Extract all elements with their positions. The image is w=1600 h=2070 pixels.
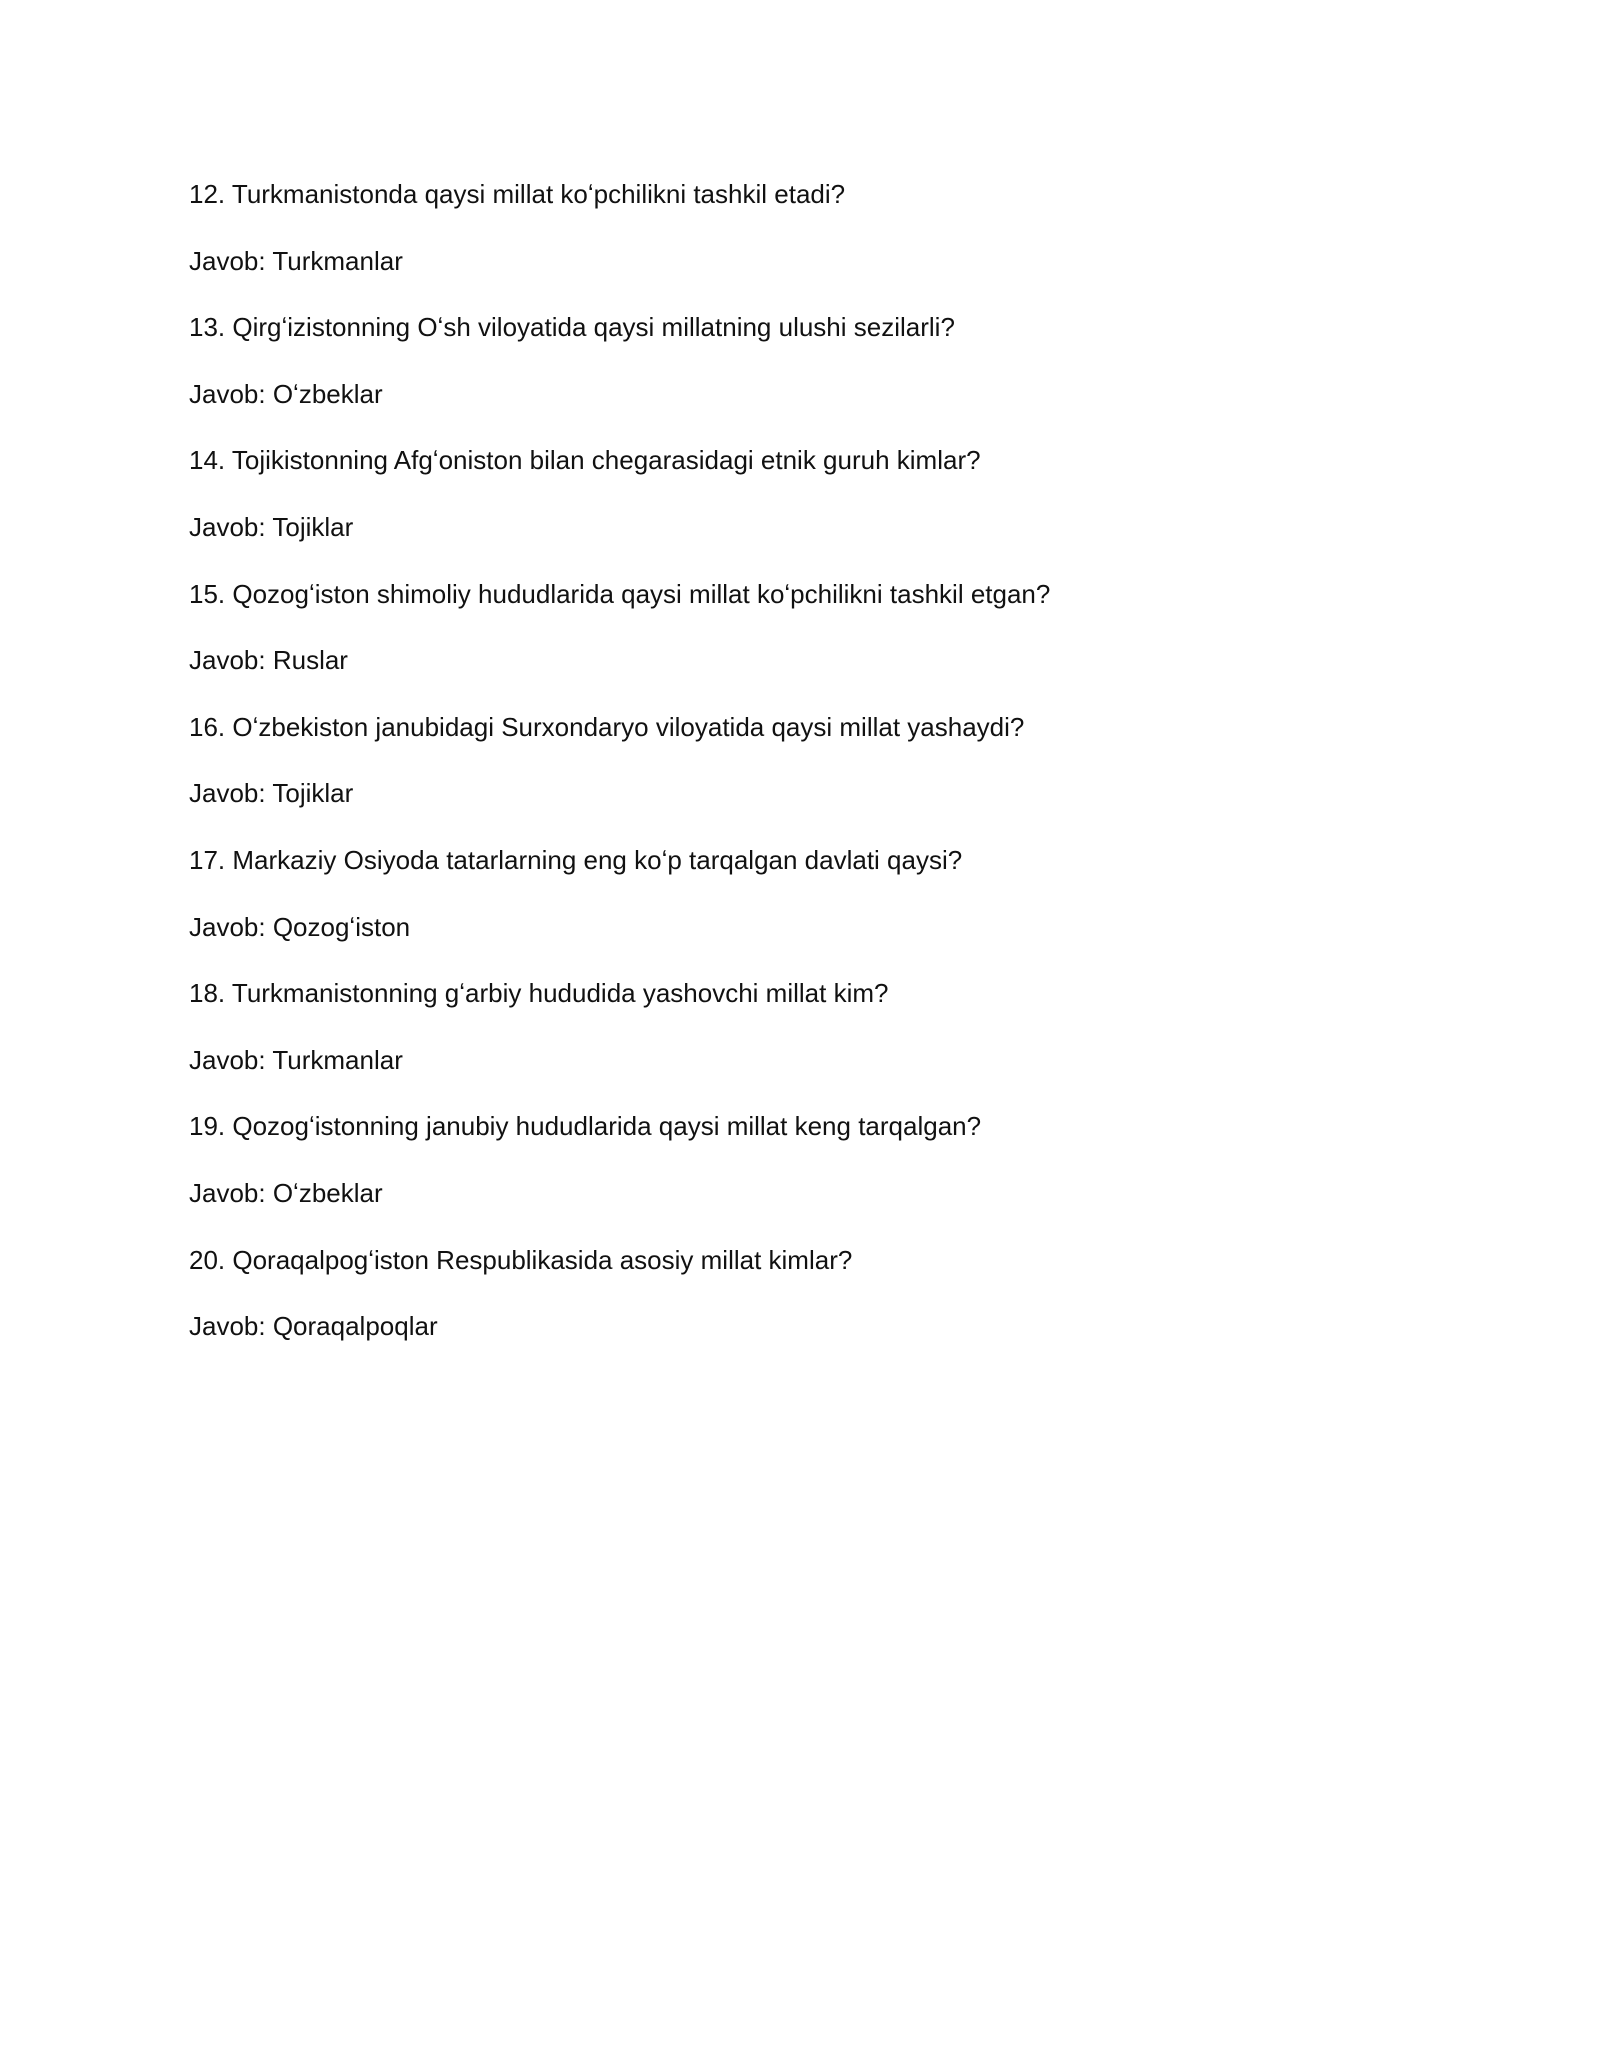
question-14: 14. Tojikistonning Afgʻoniston bilan chegarasidagi etnik guruh kimlar?	[189, 445, 981, 476]
answer-16: Javob: Tojiklar	[189, 778, 354, 809]
answer-17: Javob: Qozogʻiston	[189, 911, 411, 942]
question-17: 17. Markaziy Osiyoda tatarlarning eng koʻp tarqalgan davlati qaysi?	[189, 844, 963, 875]
question-13: 13. Qirgʻizistonning Oʻsh viloyatida qaysi millatning ulushi sezilarli?	[189, 312, 955, 343]
answer-20: Javob: Qoraqalpoqlar	[189, 1311, 438, 1342]
question-15: 15. Qozogʻiston shimoliy hududlarida qaysi millat koʻpchilikni tashkil etgan?	[189, 578, 1051, 609]
question-12: 12. Turkmanistonda qaysi millat koʻpchilikni tashkil etadi?	[189, 179, 846, 209]
question-20: 20. Qoraqalpogʻiston Respublikasida asosiy millat kimlar?	[189, 1244, 853, 1275]
answer-14: Javob: Tojiklar	[189, 511, 354, 542]
answer-19: Javob: Oʻzbeklar	[189, 1177, 383, 1208]
question-18: 18. Turkmanistonning gʻarbiy hududida yashovchi millat kim?	[189, 978, 889, 1009]
answer-15: Javob: Ruslar	[189, 645, 348, 676]
question-19: 19. Qozogʻistonning janubiy hududlarida qaysi millat keng tarqalgan?	[189, 1111, 982, 1142]
answer-18: Javob: Turkmanlar	[189, 1044, 403, 1075]
answer-13: Javob: Oʻzbeklar	[189, 378, 383, 409]
answer-12: Javob: Turkmanlar	[189, 245, 403, 276]
qa-list	[189, 181, 1409, 1380]
question-16: 16. Oʻzbekiston janubidagi Surxondaryo viloyatida qaysi millat yashaydi?	[189, 711, 1025, 742]
